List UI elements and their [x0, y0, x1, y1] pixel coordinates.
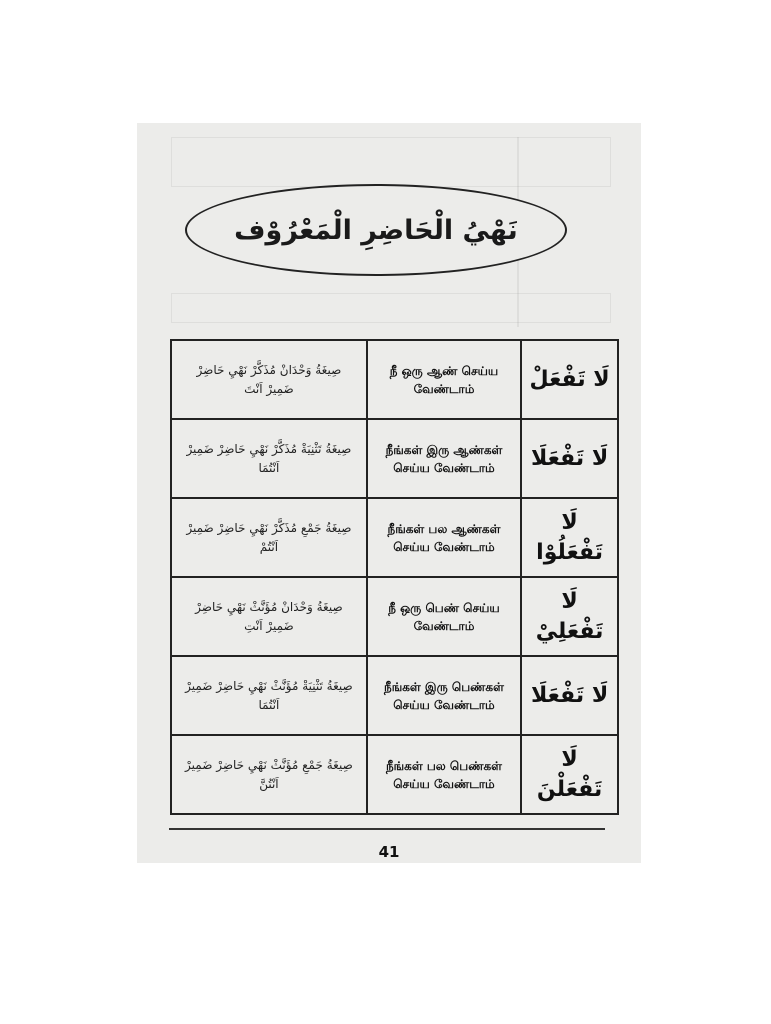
- grammar-description: صِيغَةُ تَثْنِيَةْ مُذَكَّرْ نَهْيِ حَاضِرْ ضَمِيرْ اَنْتُمَا: [186, 441, 352, 475]
- arabic-cell: [521, 656, 618, 735]
- arabic-cell: [521, 340, 618, 419]
- tamil-cell: [367, 656, 521, 735]
- tamil-cell: [367, 340, 521, 419]
- table-row: [171, 340, 618, 419]
- arabic-cell: [521, 735, 618, 814]
- page-number: 41: [378, 843, 400, 861]
- arabic-cell: [521, 577, 618, 656]
- tamil-meaning: நீங்கள் இரு ஆண்கள் செய்ய வேண்டாம்: [385, 442, 503, 475]
- description-cell: [171, 498, 367, 577]
- arabic-verb-form: لَا تَفْعَلِيْ: [535, 588, 604, 644]
- table-row: [171, 577, 618, 656]
- tamil-cell: [367, 498, 521, 577]
- grammar-description: صِيغَةُ جَمْعِ مُذَكَّرْ نَهْيِ حَاضِرْ ضَمِيرْ اَنْتُمْ: [186, 520, 352, 554]
- table-row: [171, 735, 618, 814]
- description-cell: [171, 735, 367, 814]
- arabic-verb-form: لَا تَفْعَلْ: [529, 366, 610, 392]
- tamil-cell: [367, 419, 521, 498]
- tamil-cell: [367, 577, 521, 656]
- tamil-cell: [367, 735, 521, 814]
- description-cell: [171, 340, 367, 419]
- book-page: [137, 123, 641, 863]
- table-row: [171, 498, 618, 577]
- description-cell: [171, 656, 367, 735]
- grammar-description: صِيغَةُ وَحْدَانْ مُؤَنَّثْ نَهْيِ حَاضِرْ ضَمِيرْ اَنْتِ: [195, 599, 343, 633]
- page-title: نَهْيُ الْحَاضِرِ الْمَعْرُوْف: [234, 214, 518, 246]
- arabic-verb-form: لَا تَفْعَلْنَ: [536, 746, 603, 802]
- title-ellipse: [185, 184, 567, 276]
- tamil-meaning: நீ ஒரு பெண் செய்ய வேண்டாம்: [388, 600, 500, 633]
- footer-divider: [169, 828, 605, 830]
- grammar-description: صِيغَةُ جَمْعِ مُؤَنَّثْ نَهْيِ حَاضِرْ ضَمِيرْ اَنْتُنَّ: [185, 757, 353, 791]
- arabic-verb-form: لَا تَفْعَلُوْا: [536, 509, 603, 565]
- arabic-verb-form: لَا تَفْعَلَا: [530, 445, 609, 471]
- table-row: [171, 419, 618, 498]
- description-cell: [171, 419, 367, 498]
- grammar-description: صِيغَةُ وَحْدَانْ مُذَكَّرْ نَهْيِ حَاضِرْ ضَمِيرْ اَنْتَ: [196, 362, 342, 396]
- arabic-cell: [521, 498, 618, 577]
- tamil-meaning: நீங்கள் பல ஆண்கள் செய்ய வேண்டாம்: [387, 521, 501, 554]
- tamil-meaning: நீ ஒரு ஆண் செய்ய வேண்டாம்: [389, 363, 499, 396]
- arabic-cell: [521, 419, 618, 498]
- description-cell: [171, 577, 367, 656]
- conjugation-table: [170, 339, 619, 815]
- grammar-description: صِيغَةُ تَثْنِيَةْ مُؤَنَّثْ نَهْيِ حَاضِرْ ضَمِيرْ اَنْتُمَا: [185, 678, 353, 712]
- arabic-verb-form: لَا تَفْعَلَا: [530, 682, 609, 708]
- tamil-meaning: நீங்கள் பல பெண்கள் செய்ய வேண்டாம்: [385, 758, 502, 791]
- table-row: [171, 656, 618, 735]
- tamil-meaning: நீங்கள் இரு பெண்கள் செய்ய வேண்டாம்: [384, 679, 504, 712]
